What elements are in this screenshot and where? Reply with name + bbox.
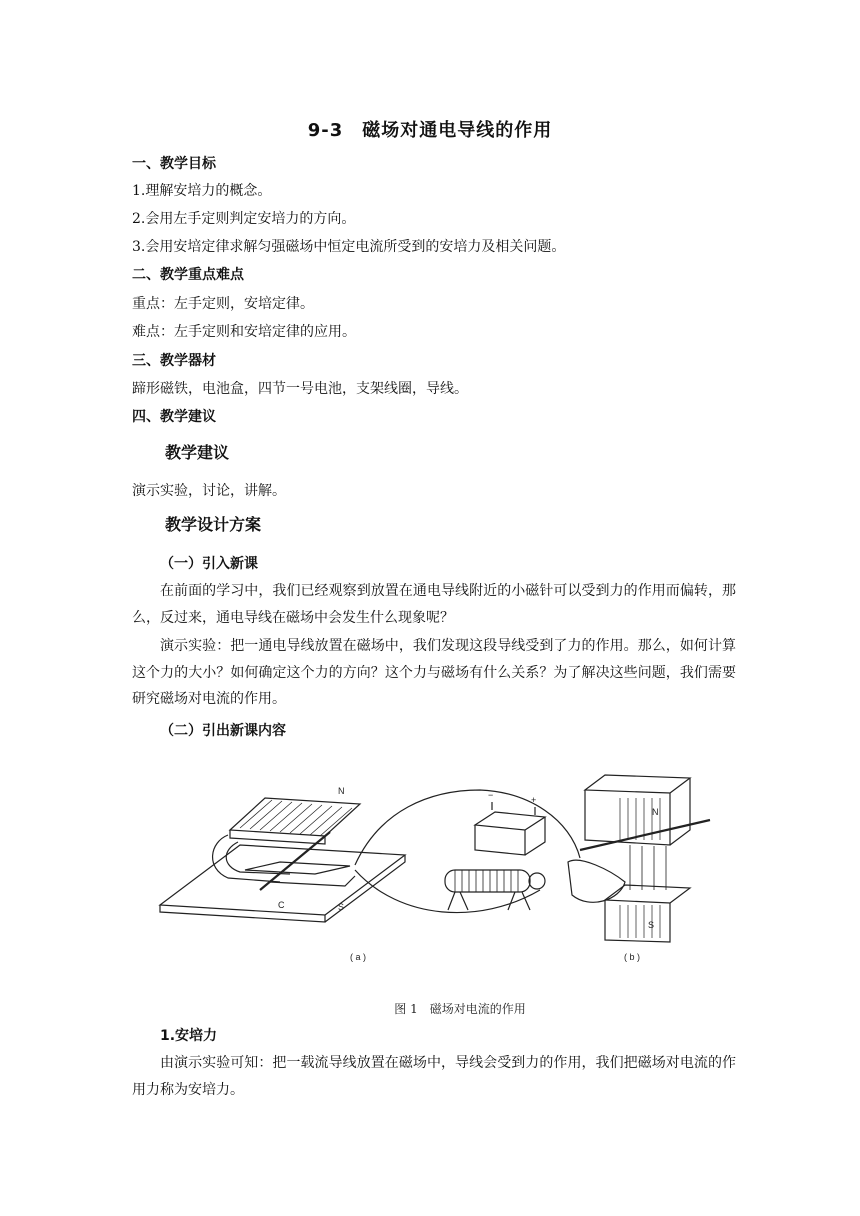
subheading-design-plan: 教学设计方案: [165, 515, 262, 534]
label-nb: N: [652, 807, 659, 817]
ampere-paragraph: 由演示实验可知：把一载流导线放置在磁场中，导线会受到力的作用，我们把磁场对电流的作用力称为安培力。: [132, 1055, 736, 1098]
page-title: 9-3 磁场对通电导线的作用: [307, 120, 553, 141]
intro-paragraph-2: 演示实验：把一通电导线放置在磁场中，我们发现这段导线受到了力的作用。那么，如何计算这个力的大小？如何确定这个力的方向？这个力与磁场有什么关系？为了解决这些问题，我们需要研究磁场对电流的作用。: [132, 638, 736, 707]
part-heading-new-content: （二）引出新课内容: [160, 723, 286, 739]
suggestions-text: 演示实验，讨论，讲解。: [132, 483, 286, 499]
subheading-suggestions: 教学建议: [165, 443, 230, 462]
goal-item-1: 1.理解安培力的概念。: [132, 183, 272, 199]
section-heading-key-points: 二、教学重点难点: [132, 267, 244, 283]
intro-paragraph-1: 在前面的学习中，我们已经观察到放置在通电导线附近的小磁针可以受到力的作用而偏转，那么，反过来，通电导线在磁场中会发生什么现象呢？: [132, 583, 736, 626]
goal-item-2: 2.会用左手定则判定安培力的方向。: [132, 211, 356, 227]
coil-on-stand: [445, 870, 545, 910]
difficulty-item: 难点：左手定则和安培定律的应用。: [132, 324, 356, 340]
label-c: C: [278, 900, 285, 910]
label-sb: S: [648, 920, 655, 930]
label-minus: −: [488, 790, 494, 800]
section-heading-equipment: 三、教学器材: [132, 353, 216, 369]
subsection-heading-ampere: 1.安培力: [160, 1028, 218, 1044]
label-plus: +: [531, 795, 537, 805]
key-point-item: 重点：左手定则，安培定律。: [132, 296, 314, 312]
goal-item-3: 3.会用安培定律求解匀强磁场中恒定电流所受到的安培力及相关问题。: [132, 239, 566, 255]
equipment-text: 蹄形磁铁，电池盒，四节一号电池，支架线圈，导线。: [132, 381, 468, 397]
horseshoe-magnet: [230, 798, 360, 836]
section-heading-suggestions: 四、教学建议: [132, 409, 216, 425]
figure-caption: 图 1 磁场对电流的作用: [394, 1002, 526, 1016]
label-panel-b: ( b ): [624, 952, 641, 962]
figure-magnet-current: [150, 770, 730, 970]
section-heading-goals: 一、教学目标: [132, 156, 216, 172]
part-heading-intro: （一）引入新课: [160, 556, 258, 572]
label-panel-a: ( a ): [350, 952, 367, 962]
magnet-field-diagram-b: [568, 775, 710, 942]
label-n: N: [338, 786, 345, 796]
label-s: S: [338, 902, 345, 912]
